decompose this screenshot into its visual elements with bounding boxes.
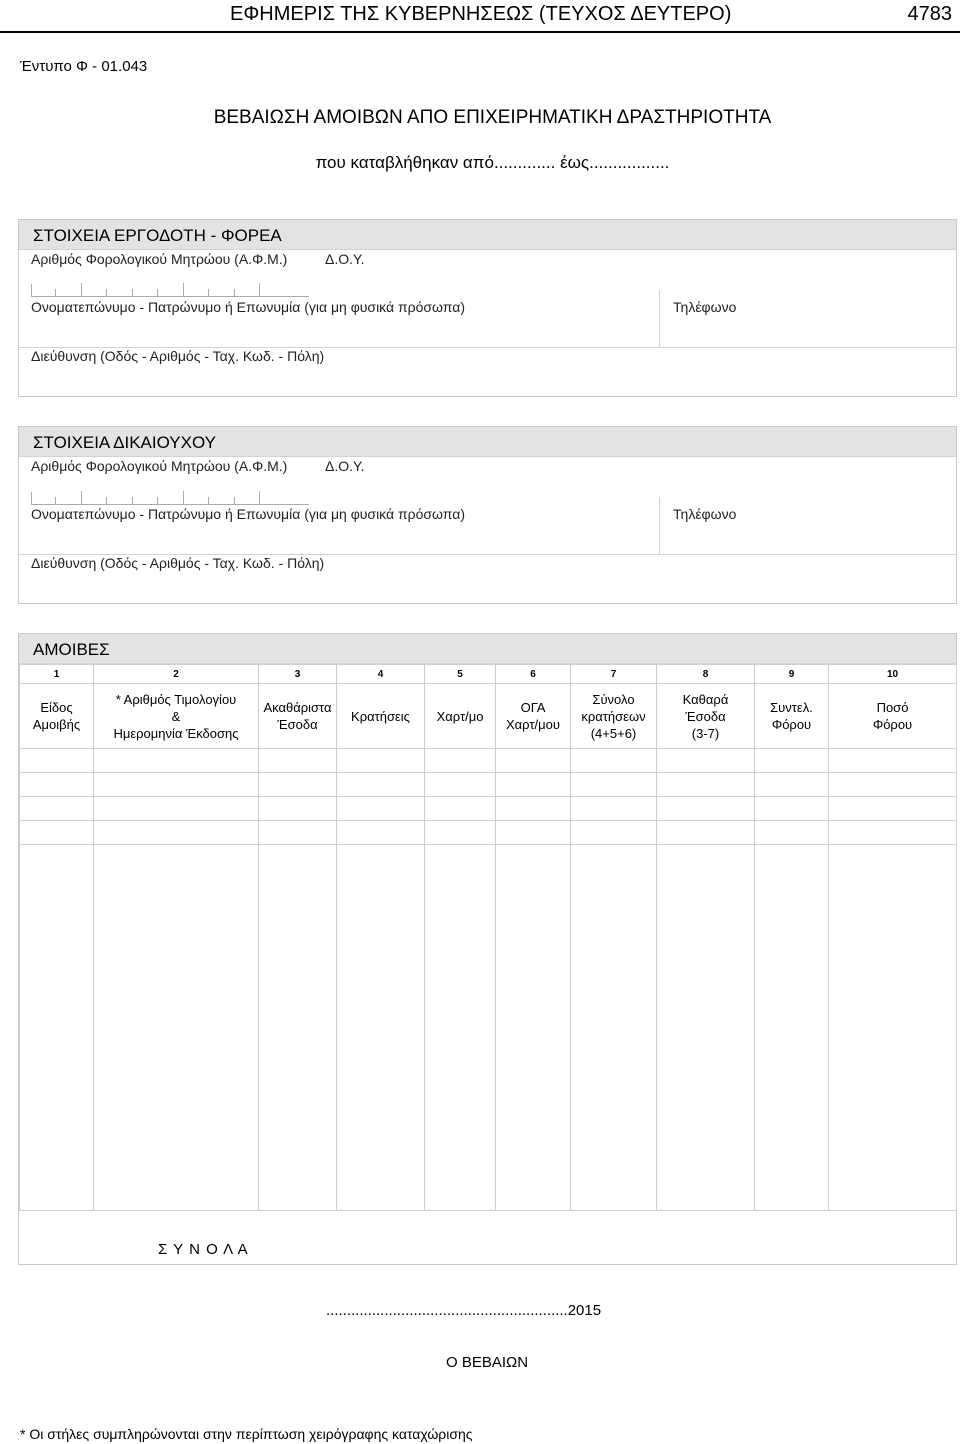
beneficiary-afm-boxes[interactable]	[31, 492, 309, 505]
column-header-row	[20, 684, 957, 749]
col-tax-amount: Ποσό Φόρου	[829, 684, 957, 749]
employer-name-label: Ονοματεπώνυμο - Πατρώνυμο ή Επωνυμία (για μη φυσικά πρόσωπα)	[31, 299, 465, 315]
employer-section	[18, 219, 957, 397]
col-deductions: Κρατήσεις	[337, 684, 425, 749]
beneficiary-phone-label: Τηλέφωνο	[673, 506, 737, 522]
beneficiary-doy-label: Δ.Ο.Υ.	[325, 458, 365, 474]
col-gross-income: Ακαθάριστα Έσοδα	[259, 684, 337, 749]
column-number: 6	[496, 665, 571, 684]
header-rule	[0, 31, 960, 33]
fees-heading: ΑΜΟΙΒΕΣ	[19, 634, 956, 664]
beneficiary-heading: ΣΤΟΙΧΕΙΑ ΔΙΚΑΙΟΥΧΟΥ	[19, 427, 956, 457]
fees-table	[19, 664, 957, 1261]
beneficiary-afm-label: Αριθμός Φορολογικού Μητρώου (Α.Φ.Μ.)	[31, 458, 288, 474]
employer-address-label: Διεύθυνση (Οδός - Αριθμός - Ταχ. Κωδ. - Πόλη)	[31, 348, 325, 364]
column-number: 9	[755, 665, 829, 684]
table-row[interactable]	[20, 749, 957, 773]
col-invoice-number-date: * Αριθμός Τιμολογίου & Ημερομηνία Έκδοσης	[94, 684, 259, 749]
column-number: 5	[425, 665, 496, 684]
form-code: Έντυπο Φ - 01.043	[20, 58, 148, 75]
signer-label: Ο ΒΕΒΑΙΩΝ	[446, 1354, 529, 1371]
table-row[interactable]	[20, 821, 957, 845]
page-number: 4783	[907, 3, 952, 25]
table-row[interactable]	[20, 797, 957, 821]
gazette-title: ΕΦΗΜΕΡΙΣ ΤΗΣ ΚΥΒΕΡΝΗΣΕΩΣ (ΤΕΥΧΟΣ ΔΕΥΤΕΡΟ)	[230, 3, 732, 25]
footnote: * Οι στήλες συμπληρώνονται στην περίπτωση χειρόγραφης καταχώρισης	[20, 1426, 473, 1442]
employer-heading: ΣΤΟΙΧΕΙΑ ΕΡΓΟΔΟΤΗ - ΦΟΡΕΑ	[19, 220, 956, 250]
employer-doy-label: Δ.Ο.Υ.	[325, 251, 365, 267]
employer-afm-boxes[interactable]	[31, 284, 309, 297]
employer-afm-label: Αριθμός Φορολογικού Μητρώου (Α.Φ.Μ.)	[31, 251, 288, 267]
column-number: 7	[571, 665, 657, 684]
col-stamp-duty: Χαρτ/μο	[425, 684, 496, 749]
beneficiary-name-label: Ονοματεπώνυμο - Πατρώνυμο ή Επωνυμία (για μη φυσικά πρόσωπα)	[31, 506, 465, 522]
col-tax-rate: Συντελ. Φόρου	[755, 684, 829, 749]
totals-label: Σ Υ Ν Ο Λ Α	[158, 1241, 249, 1258]
table-row[interactable]	[20, 845, 957, 1211]
table-row[interactable]	[20, 773, 957, 797]
beneficiary-address-label: Διεύθυνση (Οδός - Αριθμός - Ταχ. Κωδ. - Πόλη)	[31, 555, 325, 571]
document-title: ΒΕΒΑΙΩΣΗ ΑΜΟΙΒΩΝ ΑΠΟ ΕΠΙΧΕΙΡΗΜΑΤΙΚΗ ΔΡΑΣΤΗΡΙΟΤΗΤΑ	[213, 107, 772, 128]
beneficiary-section	[18, 426, 957, 604]
payment-period-line: που καταβλήθηκαν από............. έως.................	[315, 153, 670, 172]
col-net-income: Καθαρά Έσοδα (3-7)	[657, 684, 755, 749]
column-number: 8	[657, 665, 755, 684]
col-total-deductions: Σύνολο κρατήσεων (4+5+6)	[571, 684, 657, 749]
fees-section	[18, 633, 957, 1265]
employer-phone-label: Τηλέφωνο	[673, 299, 737, 315]
column-number-row	[20, 665, 957, 684]
date-line: ..........................................................2015	[326, 1302, 602, 1319]
column-number: 4	[337, 665, 425, 684]
column-number: 2	[94, 665, 259, 684]
column-number: 1	[20, 665, 94, 684]
column-number: 10	[829, 665, 957, 684]
col-oga-stamp: ΟΓΑ Χαρτ/μου	[496, 684, 571, 749]
column-number: 3	[259, 665, 337, 684]
col-fee-type: Είδος Αμοιβής	[20, 684, 94, 749]
